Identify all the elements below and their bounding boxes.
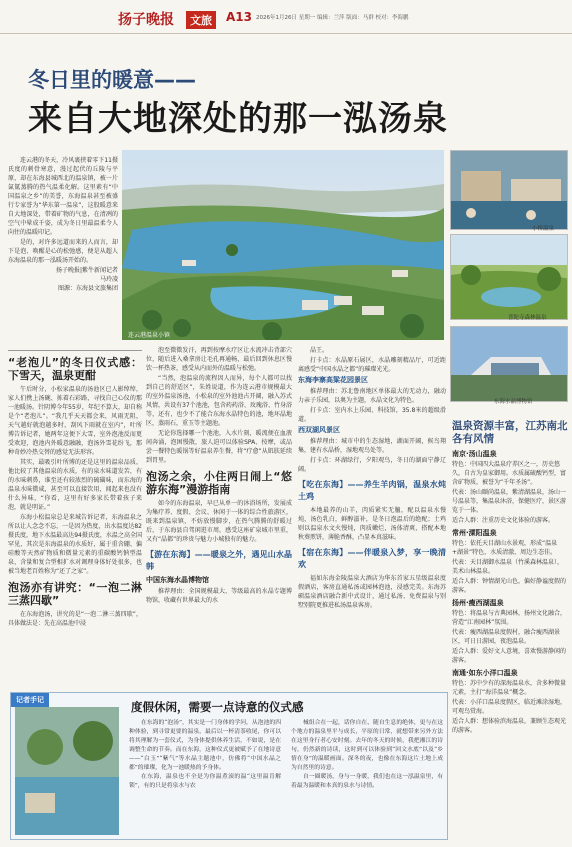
sidebar-paragraph: 适合人群：爱好文人意境，喜欢慢游静闲的游客。	[452, 648, 567, 664]
reporter-credit: 扬子晚报|紫牛新闻记者	[55, 267, 118, 274]
paragraph: 打卡点：环湖绿行，夕阳观鸟，冬日的湖面宁静辽阔。	[298, 457, 446, 473]
paragraph: 福如东海金陵温泉大酒店为华东首家五星级温泉度假酒店，客房直通私汤或园林泡池，浸感完美。东海苏硕温泉酒店融合新中式设计，通过私汤、免费温泉与别墅别院更推进私汤温泉客房。	[298, 575, 446, 609]
venue-name: 中国东海水晶博物馆	[146, 576, 209, 584]
reporter-name: 马玲凌	[99, 276, 118, 283]
reporter-note-column	[291, 719, 443, 791]
intro-paragraph: 是的，对许多远道而来的人而言，却下是泡、唤醒是心的松弛感，便是从超人东海温泉的那一泓暖汤开始的。	[8, 239, 118, 264]
sidebar-paragraph: 适合人群：想体验滨海温泉，兼顾生态观光的游客。	[452, 718, 567, 734]
subheading: “老泡儿”的冬日仪式感：下雪天，温泉更酣	[8, 356, 142, 382]
main-photo	[122, 150, 444, 340]
paragraph: 晶王。	[310, 347, 329, 354]
side-photo-1-caption: 小桥温泉	[532, 226, 555, 232]
paragraph: 如今的东海温泉，早已从单一的沐浴场所，发展成为集疗养、度假、会议、休闲于一体的综合性旅游区，既来到温泉镇，不妨放慢脚步，在热气腾腾的舒暖过后，于东海县自驾闲逛市周，感受这座矿泉城市里重，又有“晶都”的珍贵与魅力小城独有的魅力。	[146, 500, 292, 543]
subheading: 【宿在东海】——伴暖泉入梦，享一晚清欢	[298, 548, 446, 569]
paragraph: 推荐理由：全国规模最大、等级最高的水晶专题博物馆，收藏有世界最大的水	[146, 588, 292, 604]
divider	[8, 350, 142, 351]
sidebar-paragraph: 特色：中国四大温泉疗养区之一，历史悠久，自古为皇家御用。水质属硫酸钙型，富含矿物质，被誉为“千年圣汤”。	[452, 461, 567, 486]
masthead: 扬子晚报	[118, 12, 174, 28]
paragraph: 推荐理由：城市中的生态湿地，湖面开阔，候鸟翔集，建有水晶桥，湿地观鸟处等。	[298, 438, 446, 454]
paragraph: 在东海的“泡汤”，其实是一门身体的学问，从泡池的四种体验，到寻常更要的温泉，最后以一杯清茶收尾，你可以将其理解为一套仪式，为身体提供休养生活，不如说，是在调整生命的节奏。而在东海，这种仪式更被赋予了在地诗意——“白玉”“紫气”等水晶主题池中，仿佛将“中国水晶之都”的璀璨，化为一池暖热的予身体。	[129, 720, 281, 771]
sidebar-paragraph: 代表：天目湖御水温泉（竹溪森林温泉），美术山林温泉。	[452, 559, 564, 575]
paragraph: 泡至微微发汗，再到按摩水疗区让水流冲击背部穴位，随后进入桑拿房让毛孔再通畅，最后回到休息区慢饮一杯热茶，感受从内而外的温暖与松弛。	[146, 347, 292, 372]
sidebar-paragraph: 适合人群：钟情湖光山色，偏好静谧度假的游客。	[452, 578, 567, 594]
reporter-note-photo	[15, 707, 119, 835]
paragraph: 自一圈暖汤，身与一身暖，我们也在这一泓温泉里，有着最为温暖和本真的泉水与诗情。	[291, 774, 443, 789]
sidebar-paragraph: 特色：苏中少有的深海温泉水，含多种微量元素，主打“海洋温泉”概念。	[452, 680, 567, 696]
venue-name: 东海李寨高粱花园景区	[298, 376, 368, 384]
sidebar-paragraph: 代表：汤山颐尚温泉，紫清湖温泉，汤山一号温泉等，集温泉沐浴，保健医疗，景区游览于一体。	[452, 489, 567, 514]
side-photo-2	[450, 234, 568, 320]
side-photo-1	[450, 150, 568, 230]
venue-name: 西双湖风景区	[298, 426, 340, 434]
paragraph: 本地最养的山羊，肉质紧实无膻，配以温泉水慢炖，汤色乳白，鲜醇滋补，是冬日泡温后的绝配；土鸡则以温泉水文火慢炖，肉质嫩烂，汤体清爽，搭配本地秋葵煎饼，薄脆香酥，凸显本真滋味。	[298, 507, 446, 541]
paragraph: 午后时分，小松家温泉的汤池区已人影绰绰，家人们携上汤碗、拣着石彩路，寻找自己心仪的那一池暖汤。针阴博今年55岁，年纪不算大，却自称是个“老泡儿”。“我几乎天天都会来，风雨无阻，天气越好就泡越多时，刮风下雨就在室内”，叶所博告诉记者，她两年这便下大雪，室外泡池反而更受欢迎，泡池内外暖意融融，泡汤外雪花纷飞，那种奇妙冷热交替的感觉无法形容。	[8, 386, 142, 456]
paragraph: 在东海泡汤，讲究的是“一泡二淋三蒸四歇”，具体做法是：先在高温池中浸	[8, 611, 142, 627]
sidebar-heading: 温泉资源丰富，江苏南北各有风情	[452, 420, 568, 445]
paragraph: 打卡点：室内水上乐园、科技馆，35.8米的超级滑道。	[298, 407, 446, 423]
sidebar-section	[452, 599, 568, 665]
paragraph: 械组合在一起，话你自在、随自生息的绝体，更与在这个地方的温泉里平与成长，平原的日常，就想带来另外方法在这里身行者心安时刻。去年的冬天的时候，我把湘江的诗句，仍然新的诗读，这时到可以体验到“回文水底”以及“乡情在身”的温暖画面。深冬的夜，也像在东海这片土地上成为自然里的诗意。	[291, 720, 443, 771]
sidebar-section	[452, 450, 568, 525]
subheading: 【吃在东海】——养生羊肉锅，温泉水炖土鸡	[298, 480, 446, 501]
section-label: 文旅	[186, 11, 216, 29]
sidebar-section-title: 常州·溧阳温泉	[452, 529, 497, 537]
sidebar-paragraph: 特色：依托天目湖山水景观，形成“温泉+湖景”特色，水质清澈，周边生态佳。	[452, 540, 558, 556]
subheading: 泡汤之余，小住两日闹上“悠游东海”漫游指南	[146, 470, 292, 496]
sidebar-paragraph: 适合人群：注重历史文化体验的游客。	[452, 517, 555, 524]
side-photo-3-caption: 东海水晶博物馆	[494, 399, 533, 405]
sidebar-paragraph: 代表：小洋口温泉度假区，临近滩涂湿地，可观鸟赏海。	[452, 699, 567, 715]
intro-paragraph: 连云港的冬天，冷风裹挟着零下11摄氏度的刺骨寒意，漫过起伏的丘陵与平原，却在东海县城西北的温泉镇，被一片氤氲蒸腾的热气温柔化解。这里素有“中国温泉之乡”的美誉，东海温泉甚至被盛行专家誉为“华东第一温泉”，这股暖意来自大地深处，带着矿物的气息，在清冽的空气中晕成千姿，成为冬日里最温柔令人向往的温暖印记。	[8, 157, 118, 236]
sidebar-paragraph: 特色：将温泉与古典园林，扬州文化融合，营造“江南园林”氛围。	[452, 610, 567, 626]
photo-credit: 图源：东海县文旅集团	[57, 285, 118, 292]
reporter-note-box	[10, 692, 448, 840]
paragraph: 打卡点：水晶原石展区，水晶雕刻精品厅，可近距离感受“中国水晶之都”的璀璨光光。	[298, 357, 446, 373]
page-number: A13	[226, 10, 252, 24]
article-column-3	[298, 346, 446, 611]
subheading: 【游在东海】——暖泉之外，遇见山水晶韩	[146, 550, 292, 571]
reporter-note-title: 度假休闲，需要一点诗意的仪式感	[131, 700, 304, 714]
sidebar-hot-springs	[452, 420, 568, 736]
dateline: 2026年1月26日 星期一 编辑：兰萍 版面：马群 校对：李海鹏	[256, 15, 409, 21]
intro-column	[8, 156, 118, 293]
reporter-note-tag: 记者手记	[11, 693, 49, 707]
page-header	[0, 0, 572, 34]
headline-title: 来自大地深处的那一泓汤泉	[28, 99, 448, 139]
main-photo-caption: 连云港温泉小镇	[128, 332, 171, 339]
subheading: 泡汤亦有讲究：“一泡二淋三蒸四歇”	[8, 581, 142, 607]
reporter-note-column	[129, 719, 281, 791]
headline-kicker: 冬日里的暖意——	[28, 68, 196, 92]
sidebar-paragraph: 代表：瘦西湖温泉度假村，融合瘦西湖景区，可日日游园，夜泡温泉。	[452, 629, 561, 645]
sidebar-section-title: 扬州·瘦西湖温泉	[452, 599, 504, 607]
paragraph: 推荐理由：苏北鲁南地区单体最大的无动力，融动力亲子乐园，以奥为主题，水晶文化为特色。	[298, 388, 446, 404]
paragraph: 东海小松温泉总是来城告诉记者，东海温泉之所以让人念念不忘，一是因为热度，出水温度达82摄氏度，地下水温最高达94摄氏度，水温之高全国罕见，其次是东海温泉的水质好，属于重含硼、偏硅酸等天然矿物质和微量元素的重碳酸钙钠型温泉，含量和复合型相扩水对调理身体好处很多，也被当地老百姓称为“还了之家”。	[8, 514, 142, 575]
paragraph: 无论你选择哪一个池池，入水片刻，暖流便在血液间奔涌，泡困慢散，旅人迫可以体验SPA、按摩，或品尝一餐特色暖锅等好温泉养生餐，将“疗愈”从肌肤延续到胃里。	[146, 430, 292, 464]
sidebar-section-title: 南京·汤山温泉	[452, 450, 497, 458]
sidebar-section	[452, 669, 568, 735]
side-photo-2-caption: 普陀寺森林温泉	[508, 315, 547, 321]
side-photo-3	[450, 326, 568, 402]
paragraph: 其实，最吸引叶所博的还是这里的温泉品质，他比较了其他温泉的水质，有的泉水味道发苦，有的水味刺鼻，谁至还有较浓烈的硫磺味，而东海的温泉水味微咸，甚至可以直接饮用，闻起来也没有什么异味，“你看，这里有好多家长带着孩子来泡，就是明证。”	[8, 459, 142, 511]
article-column-2	[146, 346, 292, 606]
sidebar-section-title: 南通·如东小洋口温泉	[452, 669, 518, 677]
sidebar-section	[452, 529, 568, 595]
paragraph: 在东海，温泉也不全是为你温煮滚的温“这里温肯解锁”，有的只是将泉水与农	[129, 774, 281, 789]
paragraph: “当然，泡温泉的流程因人而异，每个人都可以找到自己的舒适区”，朱姓说道，作为连云港市规模最大的室外温泉汤池，小松泉的室外池池占开阔，融入苏式风情，共设有37个池池，包含药药浴、玫瑰浴、竹身浴等，还有，也少不了能合东海水晶特色的池，地坏晶地区，蒸雨石，重玉等主题池。	[146, 375, 292, 427]
article-column-1	[8, 346, 142, 629]
